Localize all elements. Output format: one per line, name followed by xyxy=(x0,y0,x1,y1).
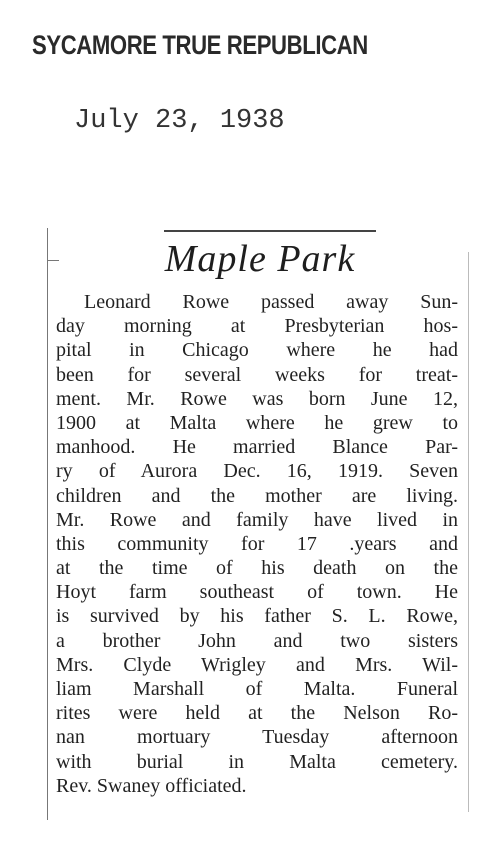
article-line: 1900 at Malta where he grew to xyxy=(56,411,458,434)
top-rule xyxy=(164,230,376,232)
article-line: a brother John and two sisters xyxy=(56,629,458,652)
article-line: manhood. He married Blance Par- xyxy=(56,436,458,459)
right-column-border xyxy=(468,252,469,812)
article-line: this community for 17 .years and xyxy=(56,532,458,555)
article-line: Hoyt farm southeast of town. He xyxy=(56,581,458,604)
article-line: ment. Mr. Rowe was born June 12, xyxy=(56,387,458,410)
article-line: with burial in Malta cemetery. xyxy=(56,750,458,773)
article-line: ry of Aurora Dec. 16, 1919. Seven xyxy=(56,460,458,483)
article-line: Leonard Rowe passed away Sun- xyxy=(84,291,458,313)
article-line: is survived by his father S. L. Rowe, xyxy=(56,605,458,628)
article-line: at the time of his death on the xyxy=(56,557,458,580)
article-line: rites were held at the Nelson Ro- xyxy=(56,702,458,725)
date-line: July 23, 1938 xyxy=(74,106,285,136)
article-line: liam Marshall of Malta. Funeral xyxy=(56,678,458,700)
left-border-tick xyxy=(47,260,59,261)
article-line: Mr. Rowe and family have lived in xyxy=(56,508,458,531)
article-line: been for several weeks for treat- xyxy=(56,363,458,386)
headline: Maple Park xyxy=(164,238,356,280)
masthead: SYCAMORE TRUE REPUBLICAN xyxy=(32,30,368,60)
article-line: pital in Chicago where he had xyxy=(56,339,458,362)
left-column-border xyxy=(47,228,48,820)
article-body xyxy=(56,290,458,798)
article-line: children and the mother are living. xyxy=(56,484,458,507)
article-line: Rev. Swaney officiated. xyxy=(56,774,247,797)
article-line: nan mortuary Tuesday afternoon xyxy=(56,726,458,749)
article-line: day morning at Presbyterian hos- xyxy=(56,315,458,338)
article-line: Mrs. Clyde Wrigley and Mrs. Wil- xyxy=(56,653,458,676)
